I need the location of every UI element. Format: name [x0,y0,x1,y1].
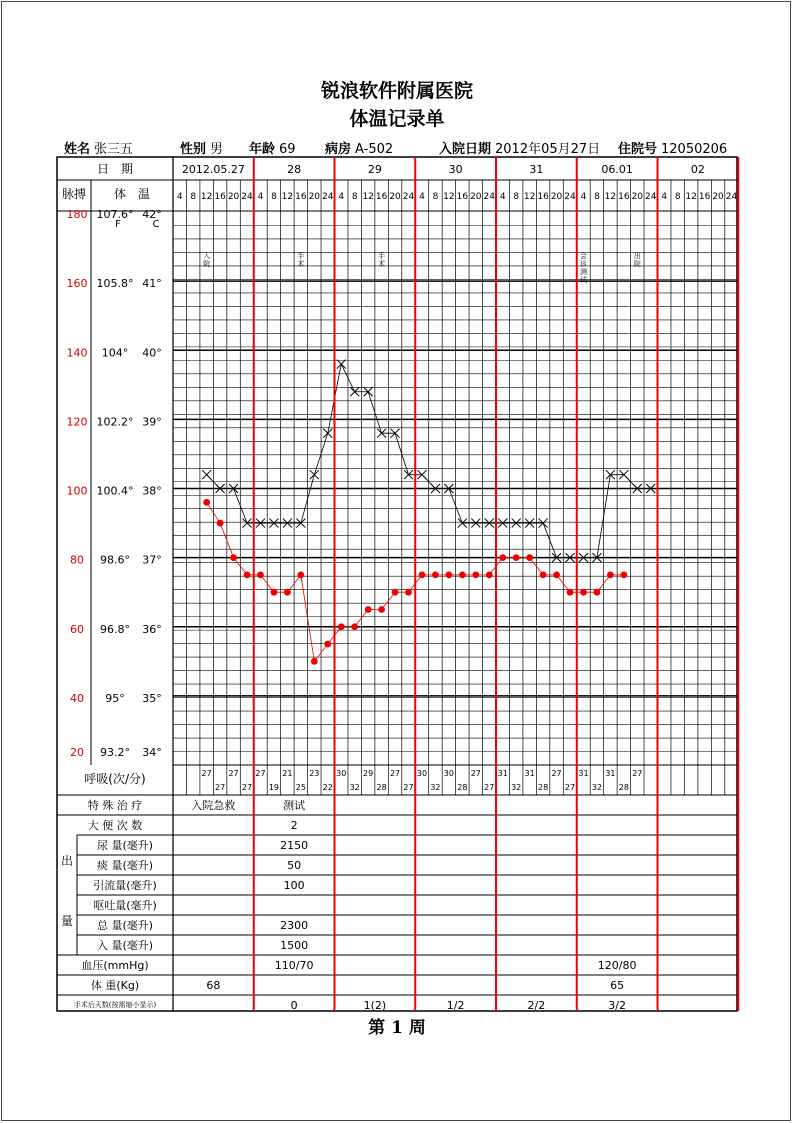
resp-value: 19 [268,783,280,792]
row-value-postop: 0 [290,999,298,1012]
hour-label: 4 [176,192,183,202]
event-char: 试 [579,276,587,284]
resp-label: 呼吸(次/分) [84,772,146,786]
pulse-point [607,572,614,579]
resp-value: 28 [376,783,387,792]
hour-label: 12 [281,192,294,202]
resp-value: 22 [322,783,333,792]
row-value-postop: 1/2 [446,999,465,1012]
row-value-weight: 68 [206,979,221,992]
hour-label: 24 [645,192,657,202]
pulse-point [594,589,601,596]
pulse-point [324,641,331,648]
celsius-tick: 37° [142,553,162,567]
resp-value: 27 [201,769,212,778]
pulse-point [284,589,291,596]
fahrenheit-tick: 105.8° [96,277,134,291]
temperature-point [310,470,319,479]
hour-label: 24 [564,192,576,202]
pulse-point [257,572,264,579]
pulse-tick: 180 [66,208,88,221]
hour-label: 4 [661,192,668,202]
pulse-point [419,572,426,579]
pulse-point [472,572,479,579]
pulse-point [526,554,533,561]
fahrenheit-tick: 104° [101,346,129,360]
date-label: 29 [367,163,382,176]
resp-value: 27 [632,769,643,778]
resp-value: 25 [295,783,306,792]
row-value-special: 入院急救 [191,799,236,812]
event-char: 院 [203,260,211,268]
hour-label: 8 [271,192,277,202]
event-char: 术 [297,260,305,268]
resp-value: 21 [282,769,293,778]
resp-value: 27 [255,769,266,778]
hour-label: 20 [712,192,724,202]
resp-value: 32 [591,783,603,792]
date-label: 28 [287,163,302,176]
row-label-urine: 尿 量(毫升) [96,839,154,852]
row-label-intake: 入 量(毫升) [96,939,154,952]
row-value-total: 2300 [280,919,309,932]
pulse-point [499,554,506,561]
f-unit: F [115,219,121,230]
celsius-tick: 41° [142,277,162,291]
pulse-point [297,572,304,579]
date-label: 06.01 [601,163,633,176]
hour-label: 12 [443,192,455,202]
resp-value: 32 [511,783,522,792]
event-char: 入 [203,252,211,260]
date-label: 2012.05.27 [181,163,245,176]
patient-age: 年龄 69 [249,142,296,157]
hour-label: 20 [470,192,482,202]
pulse-point [620,572,627,579]
pulse-point [445,572,452,579]
hour-label: 16 [537,192,549,202]
resp-value: 27 [484,783,495,792]
resp-value: 23 [309,769,320,778]
hour-label: 8 [351,192,358,202]
row-label-vomit: 呕吐量(毫升) [93,899,157,912]
celsius-tick: 40° [142,346,162,360]
resp-value: 30 [416,769,428,778]
hour-label: 4 [580,192,587,202]
row-value-postop: 3/2 [608,999,626,1012]
pulse-tick: 40 [70,691,84,705]
pulse-point [553,572,560,579]
fahrenheit-tick: 93.2° [100,746,130,759]
hour-label: 24 [725,192,738,202]
pulse-point [459,572,466,579]
event-char: 手 [378,252,386,260]
celsius-tick: 42° [142,208,162,221]
hour-label: 8 [513,192,520,202]
hour-label: 12 [604,192,617,202]
hour-label: 20 [550,192,563,202]
hour-label: 16 [456,192,469,202]
hour-label: 4 [499,192,506,202]
resp-value: 28 [457,783,468,792]
row-value-stool: 2 [290,819,298,832]
hour-label: 20 [227,192,240,202]
pulse-tick: 140 [66,346,88,360]
hour-label: 4 [257,192,264,202]
hour-label: 24 [402,192,415,202]
pulse-tick: 120 [66,415,88,429]
row-value-postop: 1(2) [363,999,387,1012]
hour-label: 24 [322,192,334,202]
date-label: 30 [448,163,463,176]
celsius-tick: 36° [142,622,162,636]
out-group-label: 出 [60,854,74,868]
row-label-total: 总 量(毫升) [96,919,154,932]
resp-value: 28 [538,783,549,792]
resp-value: 31 [497,769,508,778]
resp-value: 27 [389,769,401,778]
date-header: 日 期 [96,162,134,176]
resp-value: 27 [403,783,414,792]
pulse-point [378,606,385,613]
row-value-bp: 120/80 [597,959,637,972]
pulse-point [580,589,587,596]
temperature-point [202,470,211,479]
hour-label: 16 [214,192,226,202]
hour-label: 12 [200,192,213,202]
row-value-bp: 110/70 [274,959,314,972]
row-label-stool: 大 便 次 数 [87,819,143,832]
hour-label: 8 [190,192,197,202]
hour-label: 12 [523,192,536,202]
pulse-point [513,554,520,561]
hospital-number: 住院号 12050206 [618,142,728,157]
hour-label: 20 [308,192,321,202]
resp-value: 27 [470,769,481,778]
event-char: 院 [633,260,641,268]
celsius-tick: 39° [142,415,162,429]
patient-sex: 性别 男 [180,142,224,157]
resp-value: 30 [443,769,454,778]
hour-label: 4 [419,192,425,202]
row-label-drain: 引流量(毫升) [93,879,157,892]
pulse-point [567,589,574,596]
pulse-point [311,658,318,665]
date-label: 02 [690,163,705,176]
resp-value: 31 [605,769,616,778]
temperature-point [323,429,332,438]
chart-labels [61,161,738,1012]
hour-label: 16 [618,192,630,202]
row-value-urine: 2150 [280,839,309,852]
resp-value: 27 [564,783,576,792]
pulse-tick: 100 [66,484,88,498]
pulse-point [271,589,278,596]
hour-label: 20 [631,192,644,202]
event-char: 会 [579,252,587,260]
date-label: 31 [529,163,544,176]
pulse-point [365,606,372,613]
hour-label: 16 [295,192,307,202]
resp-value: 27 [228,769,239,778]
row-label-bp: 血压(mmHg) [81,959,149,972]
hour-label: 8 [432,192,439,202]
hour-label: 24 [483,192,495,202]
pulse-point [392,589,399,596]
fahrenheit-tick: 107.6° [96,208,134,221]
event-char: 诊 [579,260,587,268]
admission-date: 入院日期 2012年05月27日 [439,142,601,157]
event-char: 术 [378,260,386,268]
hour-label: 4 [338,192,345,202]
event-char: 出 [633,252,641,260]
form-title: 体温记录单 [349,108,445,130]
fahrenheit-tick: 102.2° [96,415,134,429]
pulse-point [432,572,439,579]
qty-group-label: 量 [60,914,74,928]
pulse-point [244,572,251,579]
pulse-tick: 80 [70,553,84,567]
resp-value: 28 [618,783,629,792]
hour-label: 16 [698,192,711,202]
row-value-sputum: 50 [287,859,302,872]
week-label: 第 1 周 [368,1018,426,1038]
row-value-postop: 2/2 [527,999,546,1012]
resp-value: 30 [336,769,347,778]
day-separator-lines [254,157,739,1011]
event-char: 手 [297,252,305,260]
pulse-point [230,554,237,561]
fahrenheit-tick: 95° [105,691,125,705]
pulse-header: 脉搏 [61,187,87,201]
resp-value: 31 [524,769,535,778]
hour-label: 12 [362,192,374,202]
pulse-point [351,623,358,630]
pulse-point [338,623,345,630]
hour-label: 12 [685,192,697,202]
resp-value: 27 [215,783,226,792]
resp-value: 29 [363,769,374,778]
row-value-special: 测试 [283,799,306,812]
hospital-name: 锐浪软件附属医院 [320,80,473,102]
hour-label: 16 [375,192,388,202]
row-label-postop: 手术后天数(按需缩小显示) [73,1001,157,1009]
pulse-point [486,572,493,579]
fahrenheit-tick: 100.4° [96,484,134,498]
patient-ward: 病房 A-502 [325,142,394,157]
pulse-tick: 60 [70,622,84,636]
pulse-tick: 20 [70,746,84,759]
resp-value: 27 [551,769,562,778]
row-label-weight: 体 重(Kg) [90,979,140,992]
row-value-weight: 65 [610,979,625,992]
pulse-point [217,520,224,527]
c-unit: C [152,219,160,230]
celsius-tick: 34° [142,746,162,759]
pulse-point [203,499,210,506]
resp-value: 27 [241,783,253,792]
temperature-point [337,360,346,369]
patient-name: 姓名 张三五 [64,142,134,157]
resp-value: 31 [578,769,589,778]
pulse-point [405,589,412,596]
row-label-special: 特 殊 治 疗 [87,799,143,812]
celsius-tick: 35° [142,691,162,705]
pulse-tick: 160 [66,277,88,291]
hour-label: 8 [594,192,600,202]
pulse-point [540,572,547,579]
celsius-tick: 38° [142,484,162,498]
temp-header: 体 温 [113,187,151,201]
fahrenheit-tick: 98.6° [100,553,130,567]
row-label-sputum: 痰 量(毫升) [96,859,154,872]
resp-value: 32 [430,783,441,792]
hour-label: 8 [674,192,681,202]
row-value-intake: 1500 [280,939,309,952]
resp-value: 32 [349,783,360,792]
row-value-drain: 100 [283,879,305,892]
hour-label: 20 [389,192,401,202]
hour-label: 24 [241,192,253,202]
fahrenheit-tick: 96.8° [100,622,130,636]
event-char: 测 [579,268,587,276]
